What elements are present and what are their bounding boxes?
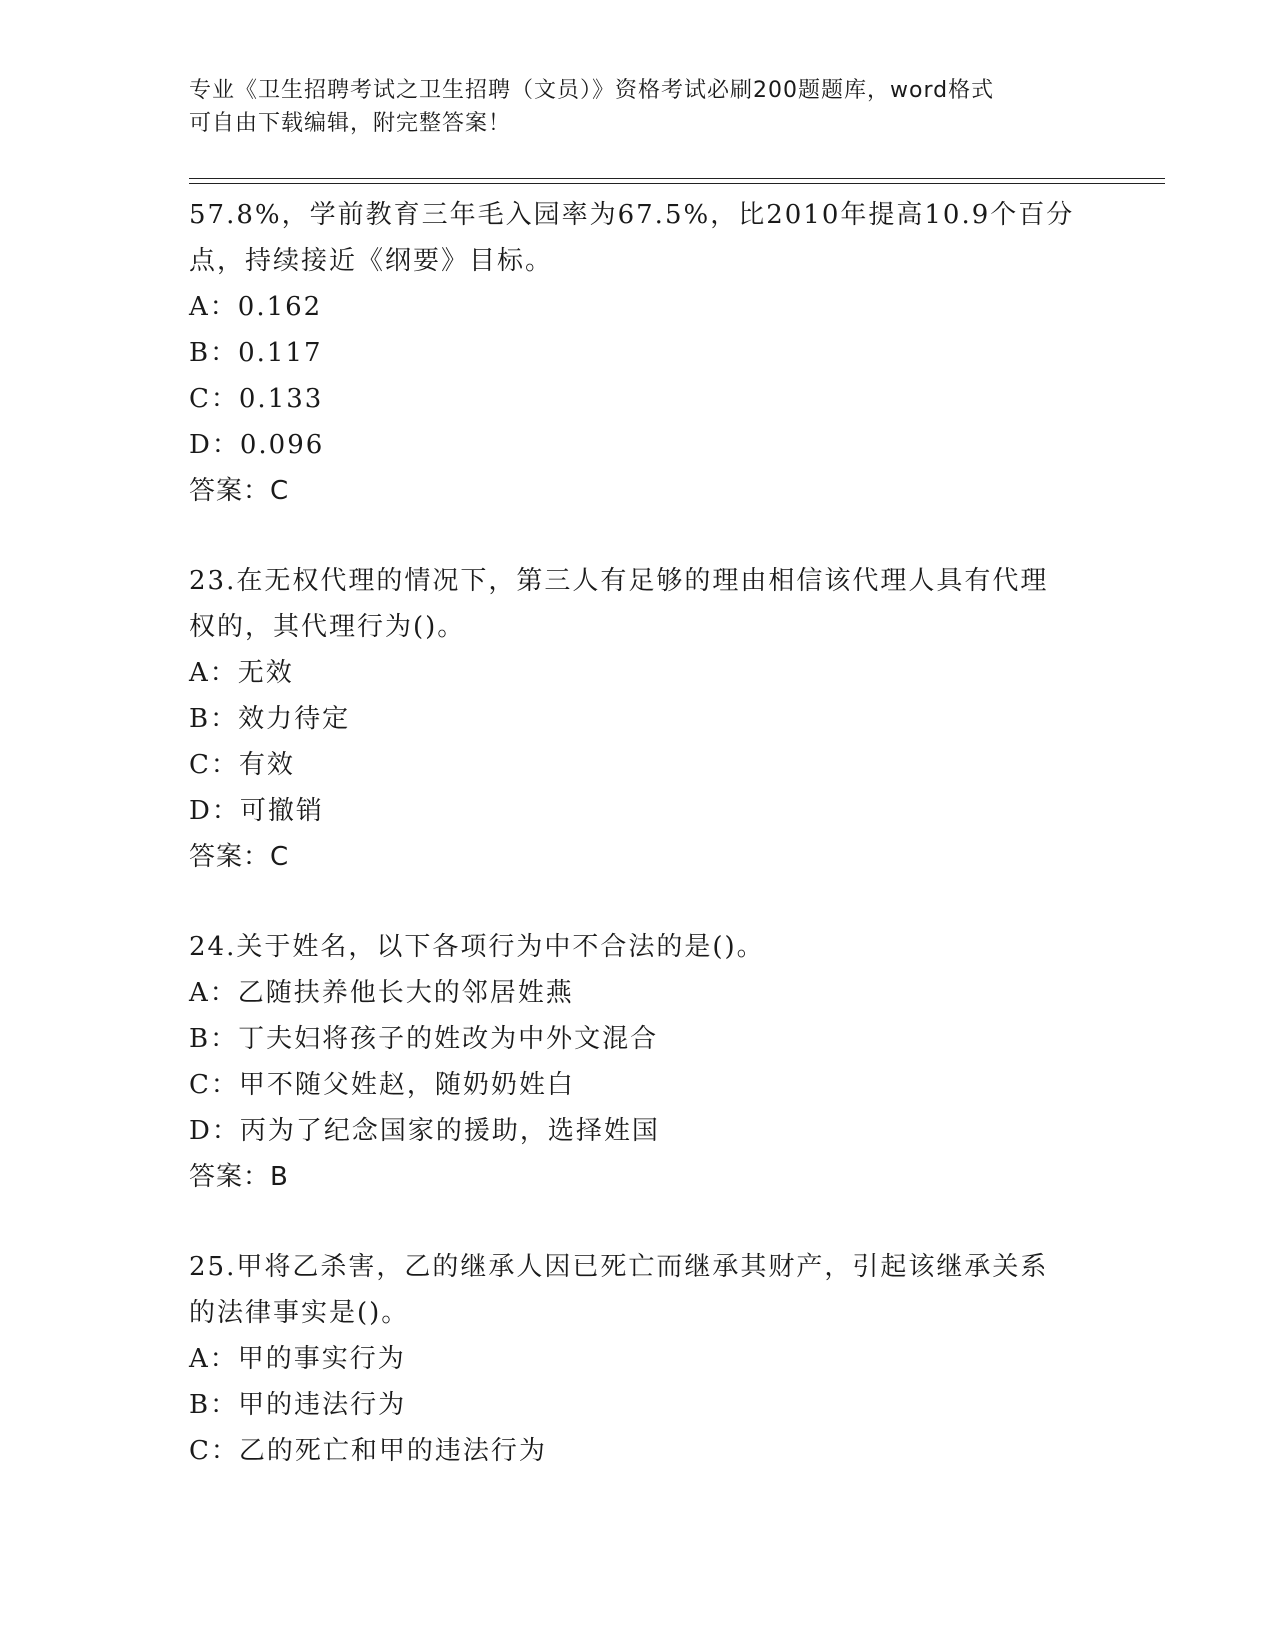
answer-line: 答案：C [189, 842, 290, 872]
question-block [189, 192, 1089, 514]
option-a: A：乙随扶养他长大的邻居姓燕 [189, 978, 574, 1008]
question-block [189, 558, 1089, 880]
question-stem-line: 23.在无权代理的情况下，第三人有足够的理由相信该代理人具有代理 [189, 566, 1049, 596]
option-d: D：可撤销 [189, 796, 324, 826]
header-line-1: 专业《卫生招聘考试之卫生招聘（文员）》资格考试必刷200题题库，word格式 [189, 78, 995, 103]
question-list [189, 192, 1089, 1474]
header-divider-bottom [189, 183, 1165, 184]
answer-line: 答案：B [189, 1162, 289, 1192]
document-header [189, 74, 1069, 140]
question-stem-line: 权的，其代理行为()。 [189, 612, 466, 642]
option-b: B：0.117 [189, 338, 323, 368]
question-stem-line: 的法律事实是()。 [189, 1298, 410, 1328]
option-a: A：甲的事实行为 [189, 1344, 406, 1374]
option-c: C：乙的死亡和甲的违法行为 [189, 1436, 547, 1466]
question-stem-line: 57.8%，学前教育三年毛入园率为67.5%，比2010年提高10.9个百分 [189, 200, 1075, 230]
answer-line: 答案：C [189, 476, 290, 506]
option-c: C：有效 [189, 750, 295, 780]
question-block [189, 924, 1089, 1200]
option-c: C：甲不随父姓赵，随奶奶姓白 [189, 1070, 575, 1100]
question-block [189, 1244, 1089, 1474]
question-stem-line: 24.关于姓名，以下各项行为中不合法的是()。 [189, 932, 765, 962]
option-b: B：效力待定 [189, 704, 351, 734]
option-d: D：0.096 [189, 430, 325, 460]
header-divider-top [189, 178, 1165, 179]
header-line-2: 可自由下载编辑，附完整答案！ [189, 111, 512, 136]
option-c: C：0.133 [189, 384, 324, 414]
option-a: A：无效 [189, 658, 294, 688]
option-a: A：0.162 [189, 292, 323, 322]
option-b: B：甲的违法行为 [189, 1390, 407, 1420]
option-b: B：丁夫妇将孩子的姓改为中外文混合 [189, 1024, 659, 1054]
option-d: D：丙为了纪念国家的援助，选择姓国 [189, 1116, 660, 1146]
question-stem-line: 点，持续接近《纲要》目标。 [189, 246, 554, 276]
question-stem-line: 25.甲将乙杀害，乙的继承人因已死亡而继承其财产，引起该继承关系 [189, 1252, 1049, 1282]
